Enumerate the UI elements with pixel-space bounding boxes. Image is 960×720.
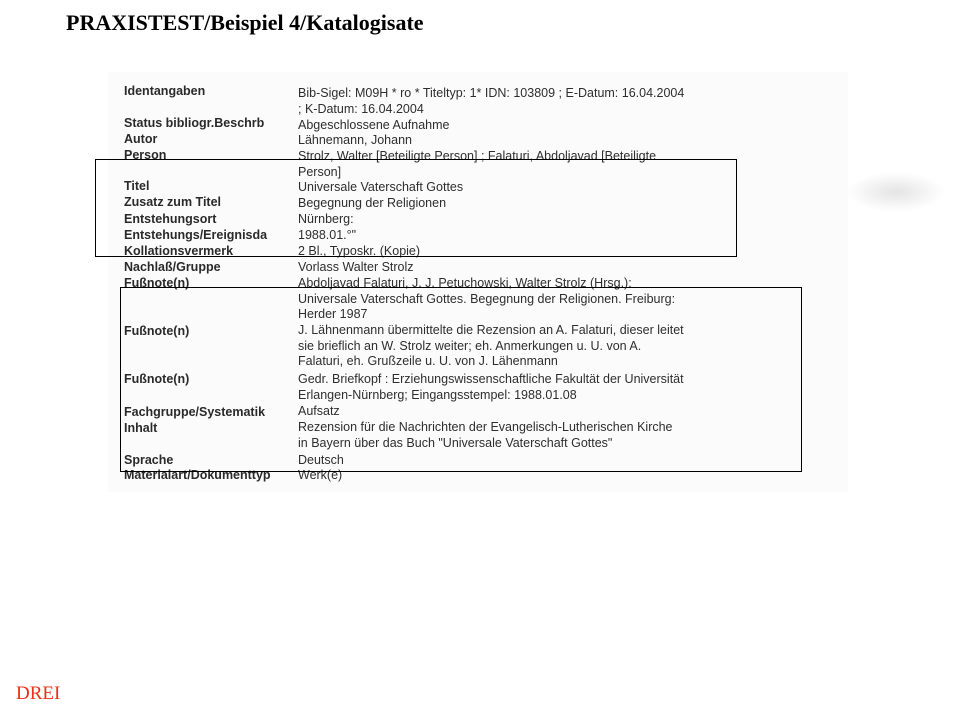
field-label: Fußnote(n) — [124, 324, 190, 338]
field-value-line: Universale Vaterschaft Gottes. Begegnung der Religionen. Freiburg: — [298, 291, 676, 306]
field-value-line: Nürnberg: — [298, 212, 354, 226]
field-label: Sprache — [124, 453, 174, 467]
field-value-line: Erlangen-Nürnberg; Eingangsstempel: 1988.01.08 — [298, 387, 577, 402]
field-label: Materialart/Dokumenttyp — [124, 468, 271, 482]
field-value-line: Gedr. Briefkopf : Erziehungswissenschaftliche Fakultät der Universität — [298, 372, 684, 386]
field-value-line: Herder 1987 — [298, 307, 368, 322]
field-value-line: Deutsch — [298, 453, 344, 467]
field-label: Nachlaß/Gruppe — [124, 260, 221, 274]
field-label: Person — [124, 148, 167, 162]
field-value-line: Abdoljavad Falaturi, J. J. Petuchowski, Walter Strolz (Hrsg.): — [298, 276, 632, 290]
field-label: Fachgruppe/Systematik — [124, 405, 266, 419]
field-label: Titel — [124, 179, 150, 193]
field-value-line: Werk(e) — [298, 468, 343, 482]
footer-label: DREI — [16, 683, 61, 704]
field-label: Entstehungsort — [124, 212, 217, 226]
field-label: Entstehungs/Ereignisda — [124, 228, 268, 242]
field-value-line: J. Lähnenmann übermittelte die Rezension an A. Falaturi, dieser leitet — [298, 323, 684, 337]
highlight-box-title-fields — [95, 159, 737, 257]
field-value-line: Aufsatz — [298, 404, 340, 418]
slide-title: PRAXISTEST/Beispiel 4/Katalogisate — [66, 10, 424, 35]
field-value-line: Falaturi, eh. Grußzeile u. U. von J. Lähenmann — [298, 354, 558, 369]
field-label: Inhalt — [124, 421, 158, 435]
field-value-line: Rezension für die Nachrichten der Evangelisch-Lutherischen Kirche — [298, 420, 673, 434]
field-label: Identangaben — [124, 84, 206, 98]
field-value-line: in Bayern über das Buch "Universale Vaterschaft Gottes" — [298, 435, 613, 450]
highlight-box-note-fields — [120, 287, 802, 472]
field-label: Zusatz zum Titel — [124, 195, 222, 209]
field-value-line: Bib-Sigel: M09H * ro * Titeltyp: 1* IDN: 103809 ; E-Datum: 16.04.2004 — [298, 86, 685, 100]
field-value-line: Begegnung der Religionen — [298, 196, 447, 210]
field-label: Status bibliogr.Beschrb — [124, 116, 265, 130]
field-value-line: sie brieflich an W. Strolz weiter; eh. Anmerkungen u. U. von A. — [298, 338, 642, 353]
field-label: Kollationsvermerk — [124, 244, 234, 258]
field-value-line: Universale Vaterschaft Gottes — [298, 180, 464, 194]
field-value-line: Vorlass Walter Strolz — [298, 260, 414, 274]
field-label: Fußnote(n) — [124, 372, 190, 386]
field-value-line: Lähnemann, Johann — [298, 133, 412, 147]
field-value-line: 1988.01.°" — [298, 228, 357, 242]
scan-smudge — [846, 172, 946, 212]
field-value-line: Strolz, Walter [Beteiligte Person] ; Falaturi, Abdoljavad [Beteiligte — [298, 149, 657, 163]
field-value-line: 2 Bl., Typoskr. (Kopie) — [298, 244, 421, 258]
field-label: Fußnote(n) — [124, 276, 190, 290]
field-value-line: Person] — [298, 164, 342, 179]
field-label: Autor — [124, 132, 158, 146]
field-value-line: ; K-Datum: 16.04.2004 — [298, 101, 424, 116]
field-value-line: Abgeschlossene Aufnahme — [298, 118, 450, 132]
